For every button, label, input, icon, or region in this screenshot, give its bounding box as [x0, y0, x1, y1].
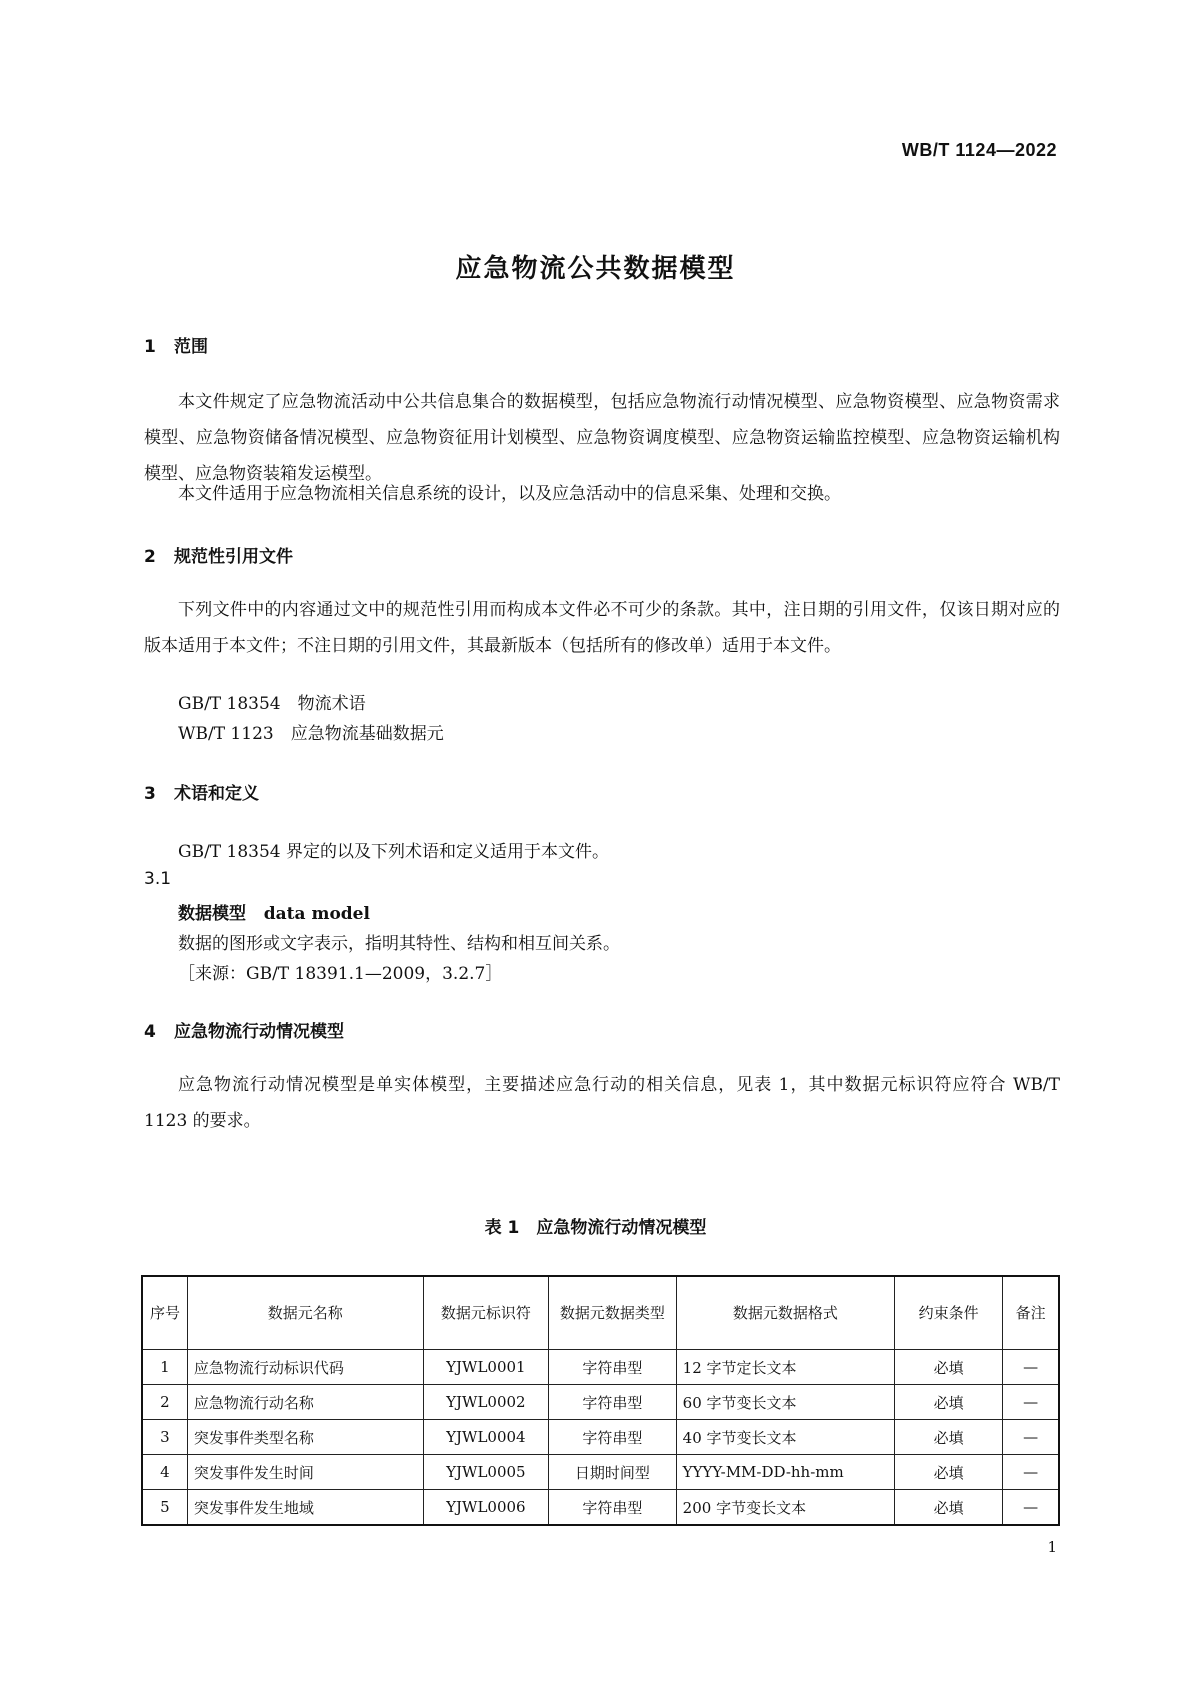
section-2-heading: [144, 542, 293, 567]
table-cell: —: [1003, 1455, 1059, 1490]
section-1-heading: [144, 332, 208, 357]
table-cell: 3: [142, 1420, 187, 1455]
normative-reference-1: GB/T 18354 物流术语: [178, 694, 366, 714]
table-cell: 必填: [895, 1490, 1003, 1526]
header-cell: 约束条件: [895, 1276, 1003, 1350]
table-row: [142, 1350, 1059, 1385]
term-heading: [178, 899, 370, 924]
section-3-paragraph-1: GB/T 18354 界定的以及下列术语和定义适用于本文件。: [178, 842, 610, 862]
table-cell: YJWL0006: [423, 1490, 548, 1526]
term-english: data model: [263, 904, 370, 924]
table-cell: 应急物流行动名称: [187, 1385, 423, 1420]
header-cell: 备注: [1003, 1276, 1059, 1350]
table-cell: 12 字节定长文本: [676, 1350, 894, 1385]
table-cell: 突发事件发生时间: [187, 1455, 423, 1490]
section-1-paragraph-1: 本文件规定了应急物流活动中公共信息集合的数据模型，包括应急物流行动情况模型、应急物资模型、应急物资需求模型、应急物资储备情况模型、应急物资征用计划模型、应急物资调度模型、应急物资运输监控模型、应急物资运输机构模型、应急物资装箱发运模型。: [144, 392, 1060, 484]
table-row: [142, 1420, 1059, 1455]
table-cell: 突发事件发生地域: [187, 1490, 423, 1526]
table-header-row: [142, 1276, 1059, 1350]
section-4-paragraph-1: 应急物流行动情况模型是单实体模型，主要描述应急行动的相关信息，见表 1，其中数据元标识符应符合 WB/T 1123 的要求。: [144, 1075, 1060, 1131]
table-cell: 2: [142, 1385, 187, 1420]
table-cell: 字符串型: [549, 1350, 677, 1385]
table-cell: 1: [142, 1350, 187, 1385]
section-number: 1: [144, 337, 156, 357]
table-cell: YJWL0004: [423, 1420, 548, 1455]
table-caption: 表 1 应急物流行动情况模型: [484, 1218, 707, 1238]
table-cell: YJWL0002: [423, 1385, 548, 1420]
table-cell: 字符串型: [549, 1385, 677, 1420]
section-4-heading: [144, 1017, 344, 1042]
table-cell: 60 字节变长文本: [676, 1385, 894, 1420]
page-number: 1: [1047, 1538, 1057, 1556]
data-table: [141, 1275, 1060, 1526]
table-cell: 4: [142, 1455, 187, 1490]
table-cell: 必填: [895, 1455, 1003, 1490]
normative-reference-2: WB/T 1123 应急物流基础数据元: [178, 724, 444, 744]
table-cell: 字符串型: [549, 1490, 677, 1526]
standard-code: WB/T 1124—2022: [901, 140, 1057, 160]
section-3-heading: [144, 779, 259, 804]
section-2-paragraph-1: 下列文件中的内容通过文中的规范性引用而构成本文件必不可少的条款。其中，注日期的引用文件，仅该日期对应的版本适用于本文件；不注日期的引用文件，其最新版本（包括所有的修改单）适用于本文件。: [144, 600, 1060, 656]
term-number: 3.1: [144, 869, 172, 889]
term-definition: 数据的图形或文字表示，指明其特性、结构和相互间关系。: [178, 934, 620, 954]
table-row: [142, 1385, 1059, 1420]
table-cell: —: [1003, 1385, 1059, 1420]
section-1-paragraph-2: 本文件适用于应急物流相关信息系统的设计，以及应急活动中的信息采集、处理和交换。: [178, 484, 841, 504]
header-cell: 数据元名称: [187, 1276, 423, 1350]
table-cell: 40 字节变长文本: [676, 1420, 894, 1455]
table-row: [142, 1490, 1059, 1526]
section-title: 术语和定义: [174, 784, 259, 804]
table-cell: 字符串型: [549, 1420, 677, 1455]
table-cell: 必填: [895, 1420, 1003, 1455]
table-cell: 应急物流行动标识代码: [187, 1350, 423, 1385]
table-cell: 必填: [895, 1350, 1003, 1385]
term-chinese: 数据模型: [178, 904, 246, 924]
table-cell: 5: [142, 1490, 187, 1526]
header-cell: 数据元数据类型: [549, 1276, 677, 1350]
section-title: 范围: [174, 337, 208, 357]
table-row: [142, 1455, 1059, 1490]
table-cell: 200 字节变长文本: [676, 1490, 894, 1526]
section-number: 3: [144, 784, 156, 804]
table-cell: —: [1003, 1490, 1059, 1526]
table-cell: YJWL0005: [423, 1455, 548, 1490]
section-number: 2: [144, 547, 156, 567]
table-cell: 突发事件类型名称: [187, 1420, 423, 1455]
term-source: ［来源：GB/T 18391.1—2009，3.2.7］: [178, 964, 503, 984]
header-cell: 数据元数据格式: [676, 1276, 894, 1350]
table-cell: YJWL0001: [423, 1350, 548, 1385]
table-cell: 日期时间型: [549, 1455, 677, 1490]
table-cell: —: [1003, 1350, 1059, 1385]
section-title: 规范性引用文件: [174, 547, 293, 567]
table-cell: YYYY-MM-DD-hh-mm: [676, 1455, 894, 1490]
section-number: 4: [144, 1022, 156, 1042]
table-cell: —: [1003, 1420, 1059, 1455]
table-cell: 必填: [895, 1385, 1003, 1420]
header-cell: 数据元标识符: [423, 1276, 548, 1350]
section-title: 应急物流行动情况模型: [174, 1022, 344, 1042]
header-cell: 序号: [142, 1276, 187, 1350]
document-title: 应急物流公共数据模型: [455, 254, 736, 284]
